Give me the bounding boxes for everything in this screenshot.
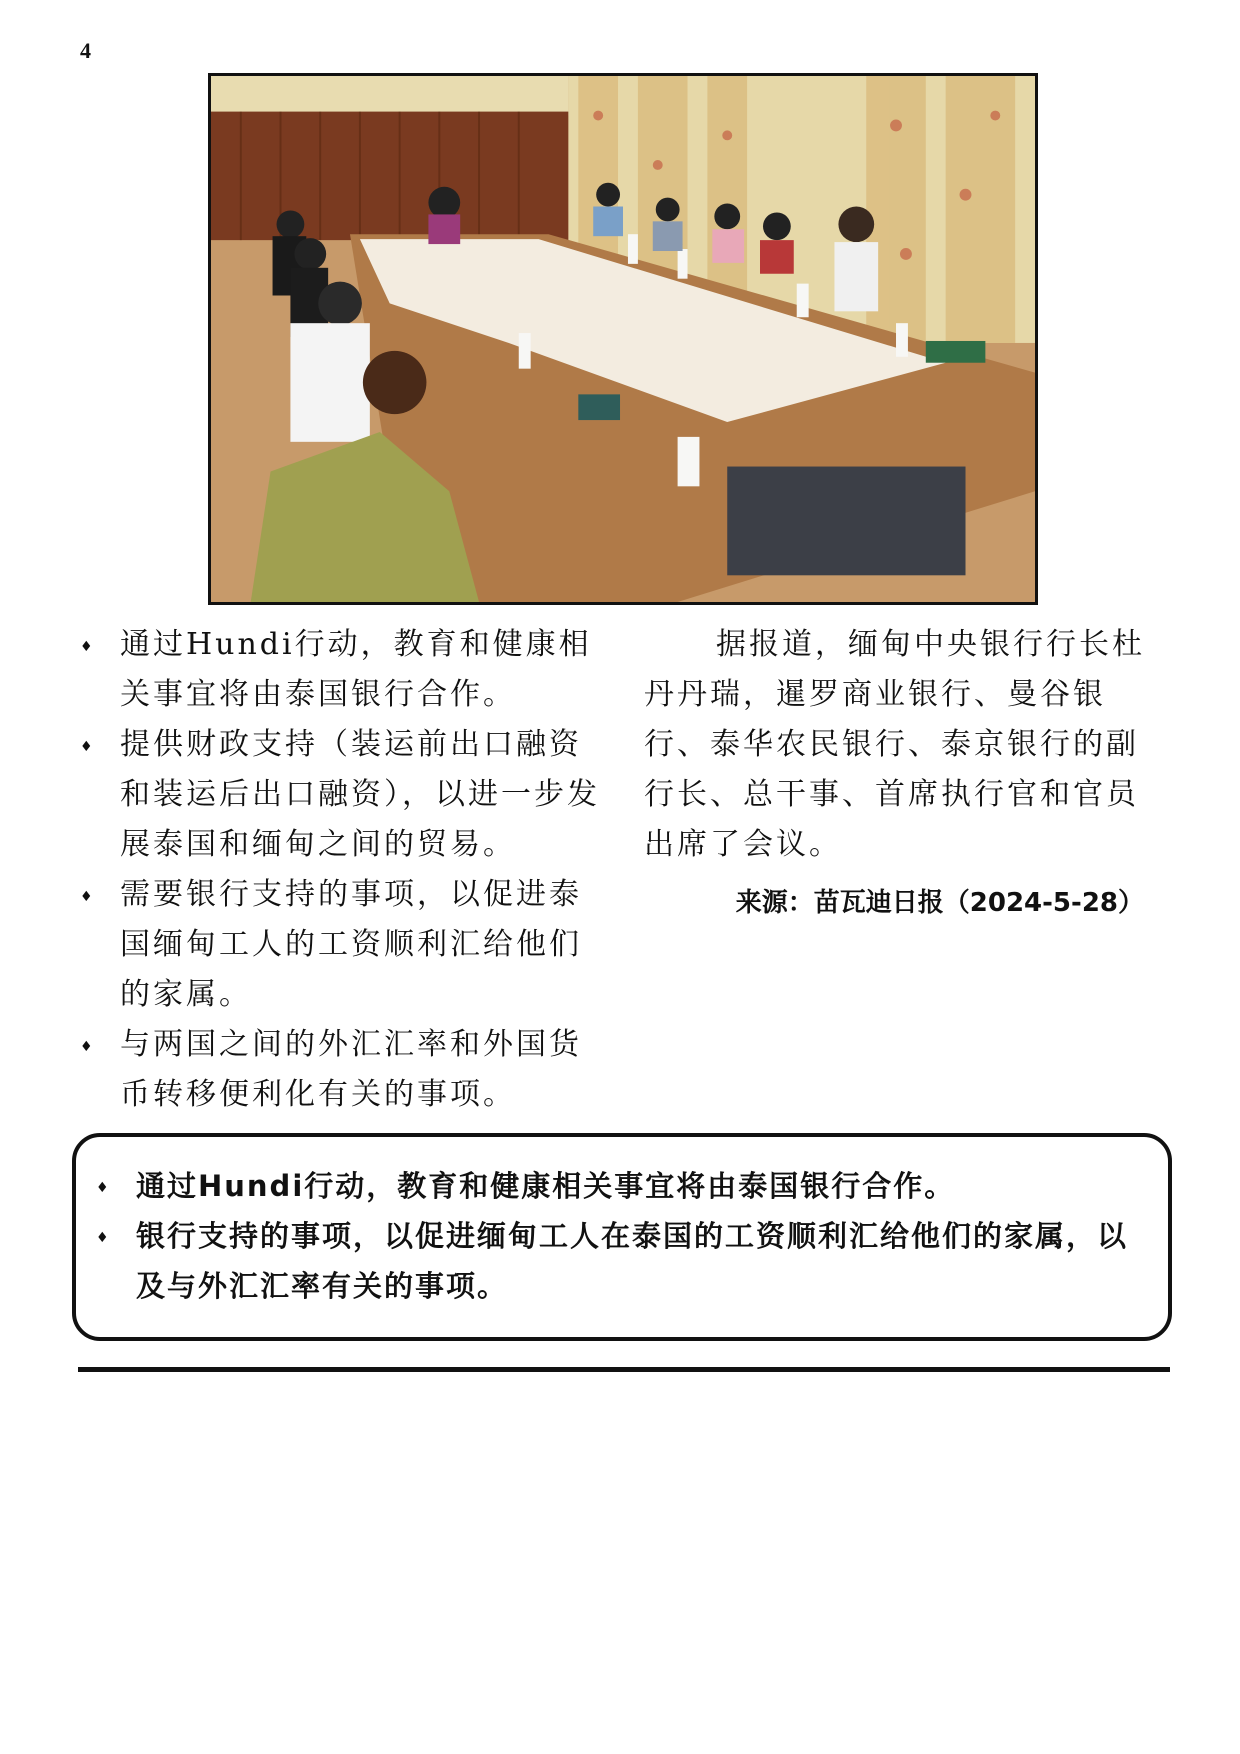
meeting-photo bbox=[208, 73, 1038, 605]
diamond-bullet-icon: ♦ bbox=[96, 1230, 111, 1246]
bullet-list-left bbox=[78, 620, 608, 1120]
report-paragraph: 据报道，缅甸中央银行行长杜丹丹瑞，暹罗商业银行、曼谷银行、泰华农民银行、泰京银行的副行长、总干事、首席执行官和官员出席了会议。 bbox=[644, 627, 1145, 862]
source-credit: 来源：苗瓦迪日报（2024-5-28） bbox=[735, 888, 1144, 918]
list-item bbox=[78, 620, 608, 720]
list-item bbox=[78, 870, 608, 1020]
divider-line bbox=[78, 1367, 1170, 1372]
diamond-bullet-icon: ♦ bbox=[80, 889, 96, 905]
summary-item bbox=[94, 1211, 1144, 1311]
summary-box bbox=[72, 1133, 1172, 1341]
diamond-bullet-icon: ♦ bbox=[80, 739, 96, 755]
list-item-text: 通过Hundi行动，教育和健康相关事宜将由泰国银行合作。 bbox=[120, 627, 592, 712]
diamond-bullet-icon: ♦ bbox=[80, 1039, 96, 1055]
summary-item-text: 通过Hundi行动，教育和健康相关事宜将由泰国银行合作。 bbox=[136, 1169, 956, 1203]
list-item-text: 提供财政支持（装运前出口融资和装运后出口融资），以进一步发展泰国和缅甸之间的贸易。 bbox=[120, 727, 600, 862]
diamond-bullet-icon: ♦ bbox=[96, 1180, 111, 1196]
list-item bbox=[78, 720, 608, 870]
list-item bbox=[78, 1020, 608, 1120]
diamond-bullet-icon: ♦ bbox=[80, 639, 96, 655]
list-item-text: 与两国之间的外汇汇率和外国货币转移便利化有关的事项。 bbox=[120, 1027, 582, 1112]
right-column bbox=[644, 620, 1164, 919]
summary-item bbox=[94, 1161, 1144, 1211]
summary-item-text: 银行支持的事项，以促进缅甸工人在泰国的工资顺利汇给他们的家属，以及与外汇汇率有关的事项。 bbox=[136, 1219, 1129, 1303]
page-number: 4 bbox=[80, 38, 91, 63]
list-item-text: 需要银行支持的事项，以促进泰国缅甸工人的工资顺利汇给他们的家属。 bbox=[120, 877, 582, 1012]
